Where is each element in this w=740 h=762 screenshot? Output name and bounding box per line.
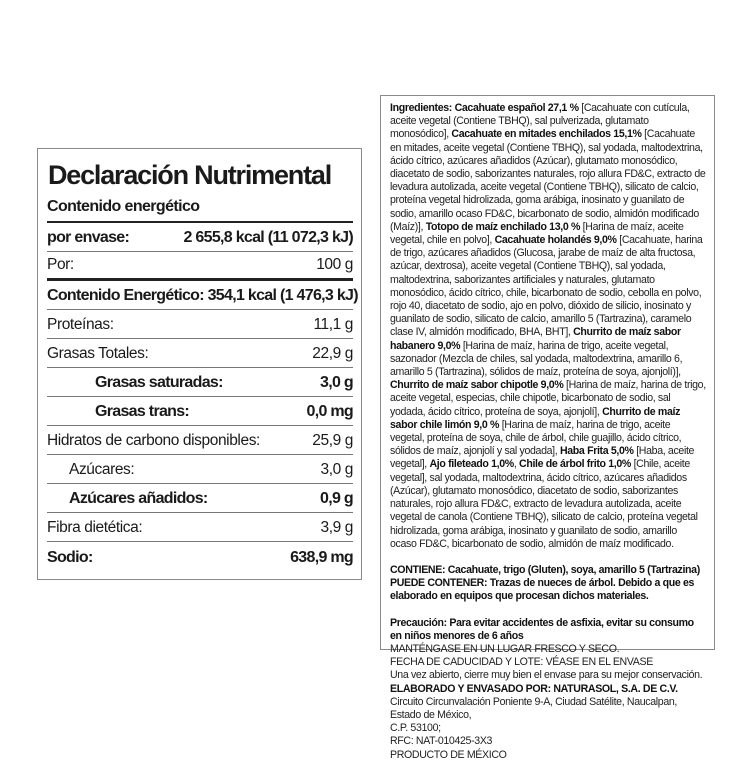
sodium-row xyxy=(47,542,353,571)
postal-code: C.P. 53100; xyxy=(390,722,441,735)
row-value: 25,9 g xyxy=(312,432,353,449)
rfc-number: RFC: NAT-010425-3X3 xyxy=(390,735,493,748)
row-label: Fibra dietética: xyxy=(47,519,143,536)
per-100g-row xyxy=(47,252,353,281)
storage-instruction: MANTÉNGASE EN UN LUGAR FRESCO Y SECO. xyxy=(390,642,620,655)
saturated-fat-row xyxy=(47,368,353,397)
total-fat-row xyxy=(47,339,353,368)
protein-row xyxy=(47,310,353,339)
ingredient-detail: [Cacahuate con cutícula, aceite vegetal (Contiene TBHQ), sal pulverizada, glutamato monosódico], xyxy=(390,102,690,141)
sugars-row xyxy=(47,455,353,484)
row-value: 2 655,8 kcal (11 072,3 kJ) xyxy=(183,229,353,246)
after-opening-note: Una vez abierto, cierre muy bien el envase para su mejor conservación. xyxy=(390,669,703,682)
ingredients-list xyxy=(390,102,706,551)
row-label: Azúcares: xyxy=(69,461,135,478)
contains-statement: CONTIENE: Cacahuate, trigo (Gluten), soya, amarillo 5 (Tartrazina) xyxy=(390,563,700,576)
per-package-row xyxy=(47,223,353,252)
row-value: 0,9 g xyxy=(320,490,353,507)
row-label: Grasas Totales: xyxy=(47,345,149,362)
ingredient-detail: , xyxy=(513,458,520,471)
energy-row xyxy=(47,281,358,310)
country-of-origin: PRODUCTO DE MÉXICO xyxy=(390,748,507,761)
manufacturer-address: Circuito Circunvalación Poniente 9-A, Ciudad Satélite, Naucalpan, Estado de México, xyxy=(390,695,677,721)
row-value: 3,9 g xyxy=(320,519,353,536)
ingredient-detail: [Cacahuate, harina de trigo, azúcares añadidos (Glucosa, jarabe de maíz de alta fructosa, azúcar, dextrosa), aceite vegetal (Contiene TBHQ), sal yodada, maltodextrina, saborizantes artificiales y naturales, glutamato monosódico, ácido cítrico, chile, bicarbonato de sodio, cebolla en polvo, rojo 40, diacetato de sodio, ajo en polvo, dióxido de silicio, inosinato y guanilato de sodio, silicato de calcio, amarillo 5 (Tartrazina), caramelo clase IV, almidón modificado, BHA, BHT], xyxy=(390,234,703,339)
row-label: Por: xyxy=(47,256,74,273)
ingredients-panel xyxy=(380,95,715,761)
ingredient-name: Totopo de maíz enchilado 13,0 % xyxy=(425,220,581,233)
ingredient-detail: [Haba, aceite vegetal], xyxy=(390,445,695,471)
ingredient-detail: [Harina de maíz, harina de trigo, aceite vegetal, proteína de soya, chile de árbol, chile guajillo, ácido cítrico, sólidos de maíz, ajonjolí y sal yodada], xyxy=(390,418,682,458)
caution-text: Para evitar accidentes de asfixia, evitar su consumo en niños menores de 6 años xyxy=(390,616,694,642)
ingredient-detail: [Cacahuate en mitades, aceite vegetal (Contiene TBHQ), sal yodada, maltodextrina, ácido cítrico, azúcares añadidos (Azúcar), glutamato monosódico, diacetato de sodio, saborizantes naturales, rojo allura FD&C, extracto de levadura autolizada, aceite vegetal (Contiene TBHQ), silicato de calcio, proteína vegetal hidrolizada, goma arábiga, inosinato y guanilato de sodio, amarillo ocaso FD&C, bicarbonato de sodio, almidón modificado (Maíz)], xyxy=(390,128,706,233)
nutrition-facts-panel xyxy=(37,148,362,580)
row-value: 22,9 g xyxy=(312,345,353,362)
ingredient-name: Churrito de maíz sabor chile limón 9,0 % xyxy=(390,405,681,431)
ingredient-name: Cacahuate en mitades enchilados 15,1% xyxy=(451,128,642,141)
row-value: 3,0 g xyxy=(320,461,353,478)
nutrition-title: Declaración Nutrimental xyxy=(48,160,331,190)
allergen-block xyxy=(390,564,706,604)
row-value: 11,1 g xyxy=(313,316,353,333)
trans-fat-row xyxy=(47,397,353,426)
ingredient-name: Ajo fileteado 1,0% xyxy=(429,458,514,471)
row-label: por envase: xyxy=(47,229,130,246)
ingredient-name: Churrito de maíz sabor chipotle 9,0% xyxy=(390,379,564,392)
row-label: Hidratos de carbono disponibles: xyxy=(47,432,260,449)
row-value: 0,0 mg xyxy=(306,403,353,420)
carbohydrates-row xyxy=(47,426,353,455)
ingredient-detail: [Harina de maíz, harina de trigo, aceite vegetal, especias, chile chipotle, bicarbonato de sodio, sal yodada, ácido cítrico, proteína de soya, ajonjolí], xyxy=(390,379,706,418)
may-contain-statement: PUEDE CONTENER: Trazas de nueces de árbol. Debido a que es elaborado en equipos que procesan dichos materiales. xyxy=(390,577,695,603)
ingredients-label: Ingredientes: xyxy=(390,102,452,114)
row-value: 100 g xyxy=(316,256,353,273)
row-label: Sodio: xyxy=(47,549,93,566)
row-value: 638,9 mg xyxy=(290,549,353,566)
ingredient-name: Chile de árbol frito 1,0% xyxy=(519,458,631,471)
ingredient-name: Churrito de maíz sabor habanero 9,0% xyxy=(390,326,681,352)
expiry-lot-note: FECHA DE CADUCIDAD Y LOTE: VÉASE EN EL ENVASE xyxy=(390,656,653,669)
row-label: Grasas trans: xyxy=(95,403,190,420)
row-value: 3,0 g xyxy=(320,374,353,391)
ingredient-name: Cacahuate holandés 9,0% xyxy=(494,234,617,247)
ingredient-detail: [Harina de maíz, harina de trigo, aceite vegetal, sazonador (Mezcla de chiles, sal yodada, maltodextrina, amarillo 6, amarillo 5 (Tartrazina), sólidos de maíz, proteína de soya, ajonjolí)], xyxy=(390,339,683,379)
ingredient-name: Cacahuate español 27,1 % xyxy=(454,102,579,114)
caution-label: Precaución: xyxy=(390,616,447,629)
row-label: Grasas saturadas: xyxy=(95,374,223,391)
row-label: Contenido Energético: 354,1 kcal (1 476,3 kJ) xyxy=(47,287,358,304)
row-label: Proteínas: xyxy=(47,316,114,333)
ingredient-detail: [Chile, aceite vegetal], sal yodada, maltodextrina, ácido cítrico, azúcares añadidos (Azúcar), glutamato monosódico, diacetato de sodio, saborizantes naturales, rojo allura FD&C, extracto de levadura autolizada, aceite vegetal de canola (Contiene TBHQ), silicato de calcio, proteína vegetal hidrolizada, goma arábiga, inosinato y guanilato de sodio, amarillo ocaso FD&C, bicarbonato de sodio, almidón de maíz modificado. xyxy=(390,458,698,550)
manufacturer-label: ELABORADO Y ENVASADO POR: NATURASOL, S.A. DE C.V. xyxy=(390,682,678,695)
fiber-row xyxy=(47,513,353,542)
added-sugars-row xyxy=(47,484,353,513)
ingredient-name: Haba Frita 5,0% xyxy=(559,445,634,458)
row-label: Azúcares añadidos: xyxy=(69,490,208,507)
ingredient-detail: [Harina de maíz, aceite vegetal, chile en polvo], xyxy=(390,220,684,247)
energy-content-heading: Contenido energético xyxy=(47,197,353,223)
